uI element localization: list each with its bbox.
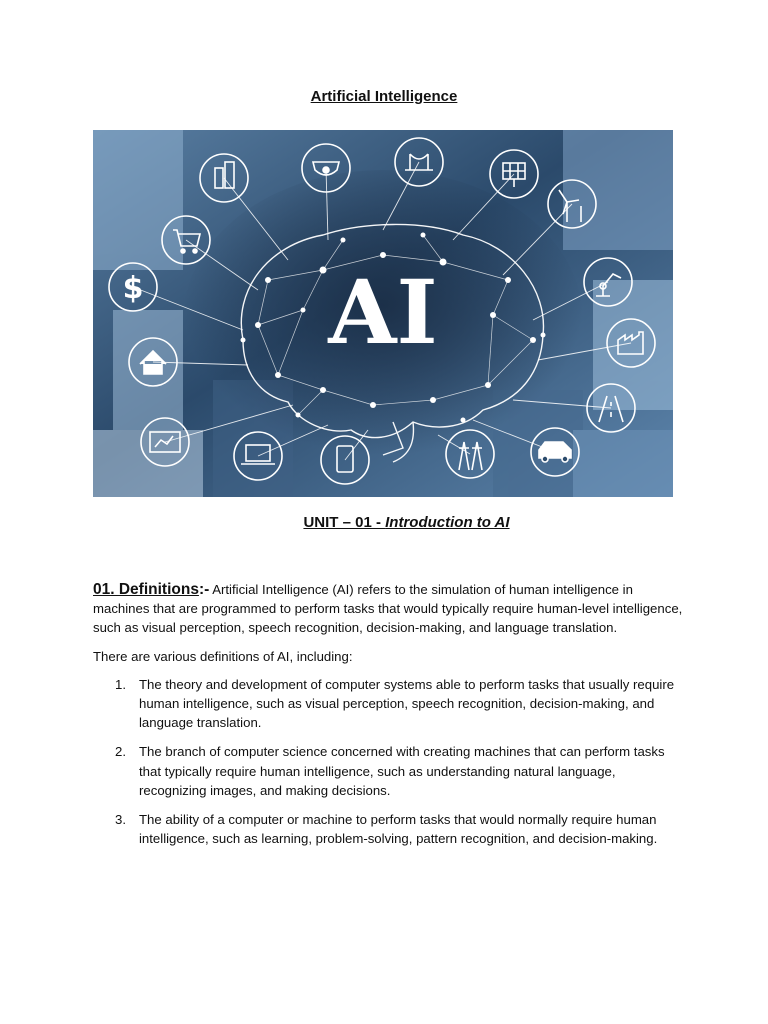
unit-prefix: UNIT – 01 - — [303, 514, 386, 531]
definitions-heading: 01. Definitions:- — [93, 581, 210, 598]
unit-heading — [0, 514, 768, 531]
definitions-list — [93, 675, 683, 849]
list-item: 3. The ability of a computer or machine to perform tasks that would normally require human intelligence, such as learning, problem-solving, pattern recognition, and decision-making. — [115, 812, 658, 847]
document-title: Artificial Intelligence — [310, 88, 458, 105]
unit-title: Introduction to AI — [385, 514, 510, 531]
definitions-paragraph — [93, 580, 683, 638]
document-body — [93, 580, 683, 858]
definitions-text: Artificial Intelligence (AI) refers to the simulation of human intelligence in machines that are programmed to perform tasks that would typically require human-level intelligence, such as visual perception, speech recognition, decision-making, and language translation. — [93, 582, 683, 636]
hero-ai-text: AI — [328, 260, 438, 364]
list-item: 1. The theory and development of computer systems able to perform tasks that usually require human intelligence, such as visual perception, speech recognition, decision-making, and language translation. — [115, 676, 675, 731]
list-item: 2. The branch of computer science concerned with creating machines that can perform tasks that typically require human intelligence, such as understanding natural language, recognizing images, and making decisions. — [115, 744, 665, 798]
ai-hero-image — [93, 130, 673, 497]
list-intro: There are various definitions of AI, including: — [93, 648, 353, 664]
svg-text:$: $ — [122, 271, 144, 306]
